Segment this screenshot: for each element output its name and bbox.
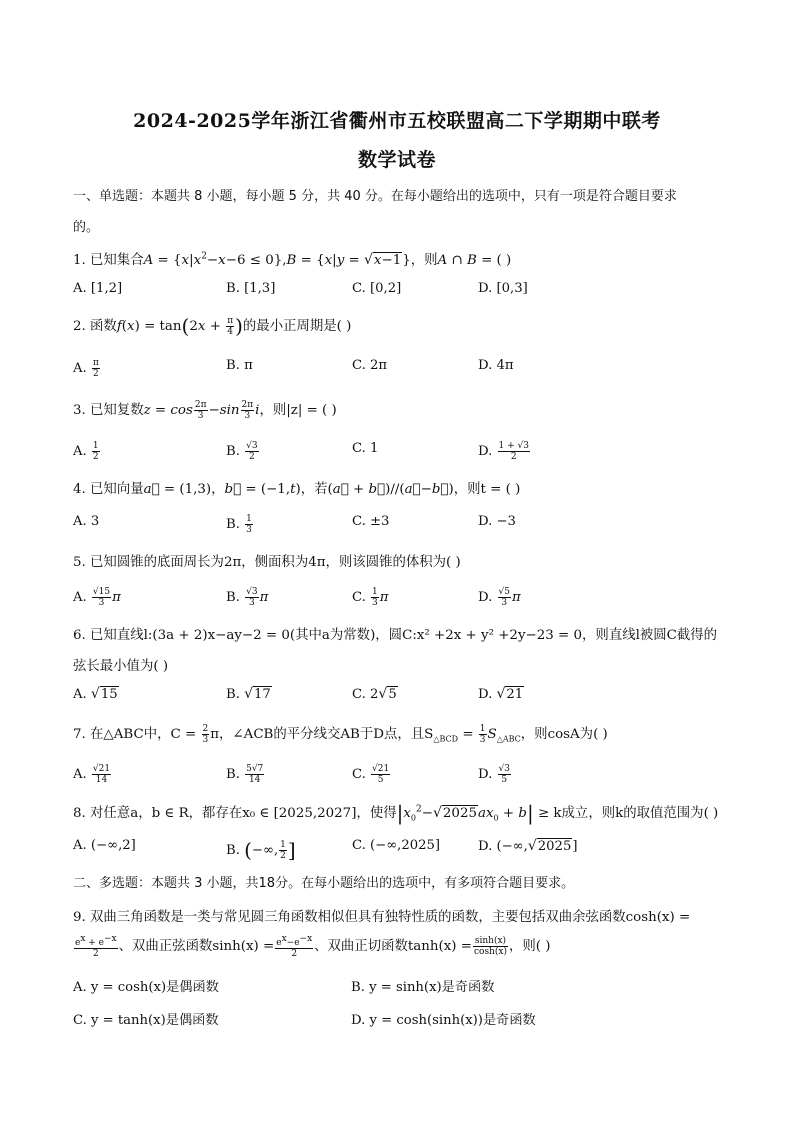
q7-option-b: B. $\frac{5√7}{14}$ (226, 764, 264, 785)
q1-option-a: A. [1,2] (73, 281, 123, 296)
q8-tail: ≥ k成立，则k的取值范围为( ) (537, 806, 719, 821)
q3-option-c: C. 1 (352, 441, 379, 456)
q7-option-c: C. $\frac{√21}{5}$ (352, 764, 390, 785)
q9-options-row1 (73, 976, 723, 996)
question-9-line1: 9. 双曲三角函数是一类与常见圆三角函数相似但具有独特性质的函数，主要包括双曲余弦函数cosh(x) = (73, 910, 691, 925)
q9-option-a: A. y = cosh(x)是偶函数 (73, 980, 219, 995)
q9-options-row2 (73, 1009, 723, 1029)
q2-options (73, 358, 723, 378)
q1-prefix: 1. 已知集合 (73, 253, 144, 268)
q4-option-b: B. $\frac{1}{3}$ (226, 514, 252, 535)
q1-options (73, 281, 723, 301)
q5-option-b: B. $\frac{√3}{3}$ π (226, 587, 269, 608)
q1-text-end: ，则 (410, 253, 438, 268)
question-6-line1: 6. 已知直线l:(3a + 2)x−ay−2 = 0(其中a为常数)，圆C:x² +2x + y² +2y−23 = 0，则直线l被圆C截得的 (73, 628, 718, 643)
section-2-heading (73, 868, 723, 899)
q4-prefix: 4. 已知向量 (73, 482, 144, 497)
q1-option-c: C. [0,2] (352, 281, 402, 296)
q5-option-d: D. $\frac{√5}{3}$ π (478, 587, 521, 608)
q2-option-c: C. 2π (352, 358, 388, 373)
section-1-heading-line1: 一、单选题：本题共 8 小题，每小题 5 分，共 40 分。在每小题给出的选项中，只有一项是符合题目要求 (73, 189, 677, 204)
q7-option-d: D. $\frac{√3}{5}$ (478, 764, 510, 785)
question-3: 3. 已知复数z = cos $\frac{2\pi}{3}$ −sin $\frac{2\pi}{3}$ i，则|z| = ( ) (73, 400, 337, 421)
section-2-heading-line1: 二、多选题：本题共 3 小题，共18分。在每小题给出的选项中，有多项符合题目要求。 (73, 876, 575, 891)
question-1: 1. 已知集合$A = \{x|x^2-x-6 \le 0\},B = \{x|y = √x-1\}$，则A ∩ B = ( ) (73, 251, 512, 268)
q9-option-b: B. y = sinh(x)是奇函数 (351, 980, 495, 995)
question-8: 8. 对任意a，b ∈ R，都存在x₀ ∈ [2025,2027]，使得$|x_0^2-√2025ax_0 + b| \ge k$成立，则k的取值范围为( ) (73, 801, 719, 825)
section-1-heading-line2: 的。 (73, 220, 100, 235)
q2-prefix: 2. 函数 (73, 319, 117, 334)
question-4: 4. 已知向量a⃗ = (1,3)，b⃗ = (−1,t)，若(a⃗ + b⃗)//(a⃗−b⃗)，则t = ( ) (73, 482, 521, 497)
q6-options (73, 686, 723, 706)
q1-tail: = ( ) (481, 253, 512, 268)
q3-options (73, 441, 723, 461)
exam-title: 2024-2025学年浙江省衢州市五校联盟高二下学期期中联考 (133, 110, 661, 132)
q6-option-d: D. √21 (478, 686, 524, 702)
q8-option-a: A. (−∞,2] (73, 838, 136, 853)
question-6-line2: 弦长最小值为( ) (73, 659, 169, 674)
q3-prefix: 3. 已知复数 (73, 403, 144, 418)
q2-option-d: D. 4π (478, 358, 514, 373)
q8-prefix: 8. 对任意a，b ∈ R，都存在x₀ ∈ [2025,2027]，使得 (73, 806, 397, 821)
q7-tail: ，则cosA为( ) (520, 727, 608, 742)
q2-tail: 的最小正周期是( ) (242, 319, 352, 334)
q8-options (73, 838, 723, 862)
question-5: 5. 已知圆锥的底面周长为2π，侧面积为4π，则该圆锥的体积为( ) (73, 555, 461, 570)
q3-option-a: A. $\frac{1}{2}$ (73, 441, 99, 462)
q5-option-c: C. $\frac{1}{3}$ π (352, 587, 389, 608)
q4-option-a: A. 3 (73, 514, 100, 529)
q8-option-d: D. (−∞,√2025] (478, 838, 578, 854)
q4-tail: ，则t = ( ) (453, 482, 521, 497)
q7-options (73, 764, 723, 784)
q5-option-a: A. $\frac{√15}{3}$ π (73, 587, 121, 608)
q1-option-b: B. [1,3] (226, 281, 276, 296)
q7-prefix: 7. 在△ABC中，C = (73, 727, 197, 742)
question-2: 2. 函数f(x) = tan(2x + $\frac{\pi}{4}$ )的最小正周期是( ) (73, 314, 352, 338)
q6-option-b: B. √17 (226, 686, 271, 702)
q1-option-d: D. [0,3] (478, 281, 528, 296)
q4-mid: ，若 (300, 482, 328, 497)
q8-option-b: B. (−∞, $\frac{1}{2}$ ] (226, 838, 296, 862)
section-1-heading (73, 181, 723, 243)
q2-option-b: B. π (226, 358, 253, 373)
q6-option-a: A. √15 (73, 686, 118, 702)
q9-line2-a: 、双曲正弦函数sinh(x) = (118, 939, 275, 954)
q8-option-c: C. (−∞,2025] (352, 838, 441, 853)
q9-line2-c: ，则( ) (508, 939, 551, 954)
question-7: 7. 在△ABC中，C = $\frac{2}{3}$ π，∠ACB的平分线交AB于D点，且$S_{\triangle BCD}$ = $\frac{1}{3}$ $S_{\triangle ABC}$，则cosA为( ) (73, 724, 608, 745)
q3-tail: ，则|z| = ( ) (259, 403, 337, 418)
q6-option-c: C. 2√5 (352, 686, 397, 702)
q9-option-c: C. y = tanh(x)是偶函数 (73, 1013, 219, 1028)
q5-options (73, 587, 723, 607)
q9-line2-b: 、双曲正切函数tanh(x) = (314, 939, 472, 954)
question-9-line2: $\frac{ex + e-x}{2}$ 、双曲正弦函数sinh(x) = $\frac{ex-e-x}{2}$ 、双曲正切函数tanh(x) = $\frac{\sinh(x)}{\cosh(x)}$ ，则( ) (75, 934, 551, 959)
q3-option-d: D. $\frac{1 + √3}{2}$ (478, 441, 529, 462)
q4-option-d: D. −3 (478, 514, 516, 529)
q2-option-a: A. $\frac{\pi}{2}$ (73, 358, 99, 379)
q4-option-c: C. ±3 (352, 514, 390, 529)
exam-subtitle: 数学试卷 (357, 149, 436, 171)
q3-option-b: B. $\frac{√3}{2}$ (226, 441, 258, 462)
q7-mid: π，∠ACB的平分线交AB于D点，且S (210, 727, 434, 742)
q4-options (73, 514, 723, 534)
q9-option-d: D. y = cosh(sinh(x))是奇函数 (351, 1013, 536, 1028)
q7-option-a: A. $\frac{√21}{14}$ (73, 764, 111, 785)
